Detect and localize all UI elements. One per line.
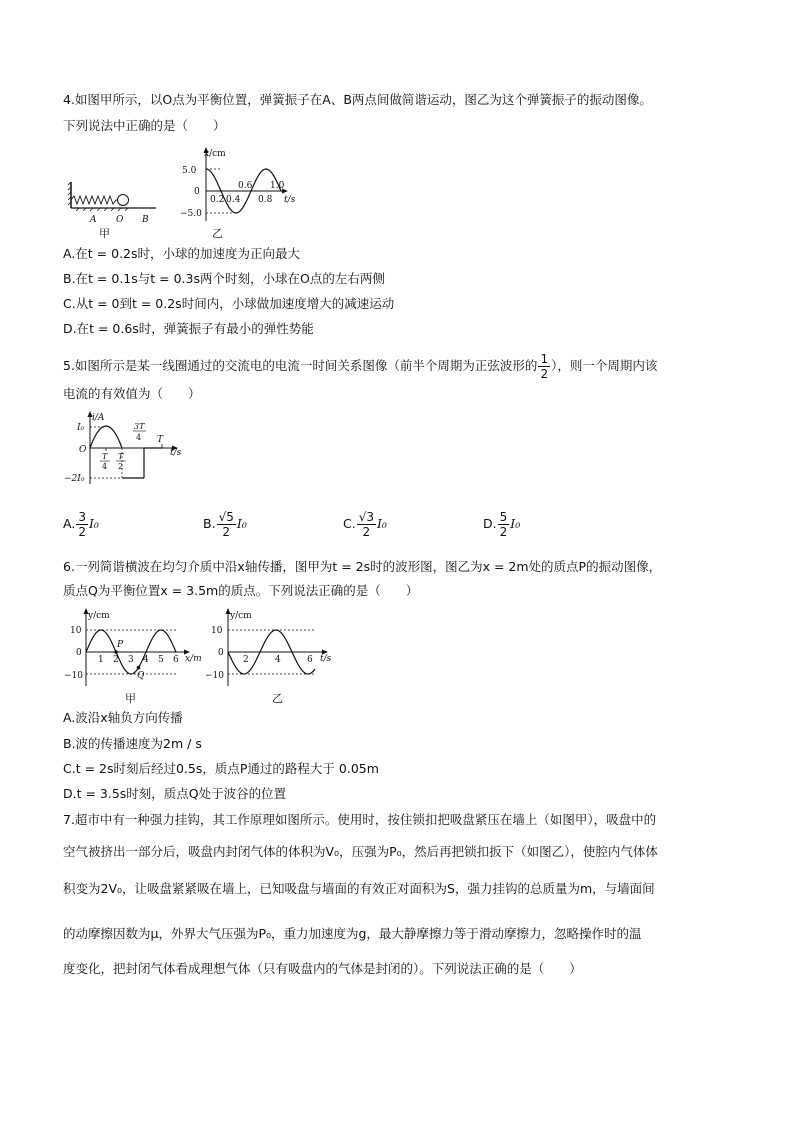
q5-d-sym: I₀: [510, 516, 521, 531]
q6-option-b: B.波的传播速度为2m / s: [63, 736, 202, 751]
q6-jia-y-zero: 0: [76, 648, 82, 658]
q6-vibration-graph: [200, 604, 340, 692]
q6-yi-tick-4: 4: [275, 655, 281, 665]
q5-T2-num: T: [118, 452, 124, 461]
label-P: P: [117, 640, 124, 650]
q5-T4-den: 4: [102, 462, 108, 471]
q6-jia-tick-2: 2: [113, 655, 119, 665]
q5-c-num: √3: [358, 510, 374, 524]
q6-jia-tick-1: 1: [98, 655, 104, 665]
q6-jia-y-top: 10: [70, 626, 82, 636]
q5-stem-line1: [63, 352, 657, 381]
q5-T2-den: 2: [118, 462, 124, 471]
q6-caption-jia: 甲: [125, 692, 136, 705]
q4-spring-figure: [68, 180, 158, 235]
q5-b-sym: I₀: [236, 516, 247, 531]
q4-vibration-graph: [180, 144, 300, 226]
q6-yi-y-zero: 0: [218, 648, 224, 658]
q5-option-c: [343, 510, 387, 539]
q6-jia-tick-6: 6: [173, 655, 179, 665]
label-B: B: [142, 215, 149, 225]
q7-line3: 积变为2V₀，让吸盘紧紧吸在墙上，已知吸盘与墙面的有效正对面积为S，强力挂钩的总质量为m，与墙面间: [63, 881, 655, 896]
q6-option-c: C.t = 2s时刻后经过0.5s，质点P通过的路程大于 0.05m: [63, 761, 379, 776]
q5-half-fraction: $\frac{1}{2}$: [540, 352, 549, 381]
q5-d-prefix: D.: [483, 516, 497, 531]
q5-d-num: 5: [499, 510, 508, 524]
q5-c-prefix: C.: [343, 516, 356, 531]
label-A: A: [90, 215, 97, 225]
q5-T34-num: 3T: [134, 422, 145, 431]
q5-option-a: [63, 510, 99, 539]
q4-y-zero: 0: [194, 187, 200, 197]
point-P: [114, 650, 118, 654]
q4-option-c: C.从t = 0到t = 0.2s时间内，小球做加速度增大的减速运动: [63, 296, 395, 311]
q6-yi-tick-2: 2: [243, 655, 249, 665]
q4-tick-0.2: 0.2: [210, 195, 225, 205]
q6-jia-y-axis: y/cm: [88, 611, 110, 621]
q4-option-b: B.在t = 0.1s与t = 0.3s两个时刻，小球在O点的左右两侧: [63, 271, 385, 286]
q4-stem-line1: 4.如图甲所示，以O点为平衡位置，弹簧振子在A、B两点间做简谐运动，图乙为这个弹簧振子的振动图像。: [63, 92, 652, 107]
q5-T-label: T: [157, 435, 164, 445]
q4-caption-yi: 乙: [212, 227, 223, 240]
q7-line5: 度变化，把封闭气体看成理想气体（只有吸盘内的气体是封闭的）。下列说法正确的是（ ）: [63, 961, 582, 976]
q4-tick-1.0: 1.0: [270, 181, 285, 191]
q6-yi-tick-6: 6: [307, 655, 313, 665]
q6-stem-line1: 6.一列简谐横波在均匀介质中沿x轴传播，图甲为t = 2s时的波形图，图乙为x = 2m处的质点P的振动图像，: [63, 559, 662, 574]
q5-option-b: [203, 510, 247, 539]
q5-y-axis-label: i/A: [92, 413, 105, 423]
q6-option-a: A.波沿x轴负方向传播: [63, 710, 183, 725]
q6-yi-y-axis: y/cm: [230, 611, 252, 621]
q5-b-den: 2: [222, 525, 231, 539]
q7-line2: 空气被挤出一部分后，吸盘内封闭气体的体积为V₀，压强为P₀，然后再把锁扣扳下（如图乙），使腔内气体体: [63, 844, 658, 859]
q6-yi-x-axis: t/s: [320, 654, 332, 664]
q5-stem-part1: 5.如图所示是某一线圈通过的交流电的电流一时间关系图像（前半个周期为正弦波形的: [63, 358, 538, 373]
q5-stem-line2: 电流的有效值为（ ）: [63, 386, 201, 401]
q5-x-axis-label: t/s: [170, 448, 182, 458]
q6-jia-x-axis: x/m: [185, 654, 202, 664]
q5-a-num: 3: [78, 510, 86, 524]
q4-caption-jia: 甲: [99, 227, 110, 240]
q5-current-graph: [62, 408, 192, 488]
q6-yi-y-bottom: −10: [205, 671, 224, 681]
q5-b-prefix: B.: [203, 516, 216, 531]
q7-line1: 7.超市中有一种强力挂钩，其工作原理如图所示。使用时，按住锁扣把吸盘紧压在墙上（如图甲），吸盘中的: [63, 812, 657, 827]
q7-line4: 的动摩擦因数为μ，外界大气压强为P₀，重力加速度为g，最大静摩擦力等于滑动摩擦力，忽略操作时的温: [63, 926, 642, 941]
q4-tick-0.8: 0.8: [258, 195, 273, 205]
q6-option-d: D.t = 3.5s时刻，质点Q处于波谷的位置: [63, 786, 287, 801]
q4-tick-0.4: 0.4: [226, 195, 241, 205]
q5-a-prefix: A.: [63, 516, 76, 531]
q5-d-den: 2: [499, 525, 508, 539]
q5-option-d: [483, 510, 520, 539]
q5-a-den: 2: [78, 525, 86, 539]
q5-stem-part2: ），则一个周期内该: [551, 358, 658, 373]
q5-T4-num: T: [102, 452, 108, 461]
q5-a-sym: I₀: [88, 516, 99, 531]
q6-jia-tick-4: 4: [143, 655, 149, 665]
q4-option-a: A.在t = 0.2s时，小球的加速度为正向最大: [63, 246, 301, 261]
q5-c-sym: I₀: [376, 516, 387, 531]
q4-option-d: D.在t = 0.6s时，弹簧振子有最小的弹性势能: [63, 321, 314, 336]
q6-jia-tick-5: 5: [158, 655, 164, 665]
q5-c-den: 2: [362, 525, 371, 539]
q5-T34-den: 4: [136, 433, 142, 442]
q4-y-top: 5.0: [182, 166, 197, 176]
label-O: O: [116, 215, 124, 225]
q5-sine-hump: [90, 426, 122, 448]
q5-neg-label: −2I₀: [64, 474, 85, 484]
q6-stem-line2: 质点Q为平衡位置x = 3.5m的质点。下列说法正确的是（ ）: [63, 583, 419, 598]
q4-tick-0.6: 0.6: [238, 181, 253, 191]
q6-wave-graph: [64, 604, 214, 692]
q4-y-bottom: −5.0: [180, 209, 202, 219]
label-Q: Q: [137, 671, 145, 681]
point-Q: [137, 666, 141, 670]
q6-yi-y-top: 10: [211, 626, 223, 636]
q5-I0-label: I₀: [77, 423, 85, 433]
q6-jia-y-bottom: −10: [64, 671, 83, 681]
q5-b-num: √5: [218, 510, 234, 524]
q4-x-axis-label: t/s: [284, 195, 296, 205]
q5-origin: O: [79, 445, 87, 455]
q4-y-axis-label: x/cm: [204, 149, 226, 159]
q6-jia-tick-3: 3: [128, 655, 134, 665]
q6-caption-yi: 乙: [272, 692, 283, 705]
q4-stem-line2: 下列说法中正确的是（ ）: [63, 118, 226, 133]
